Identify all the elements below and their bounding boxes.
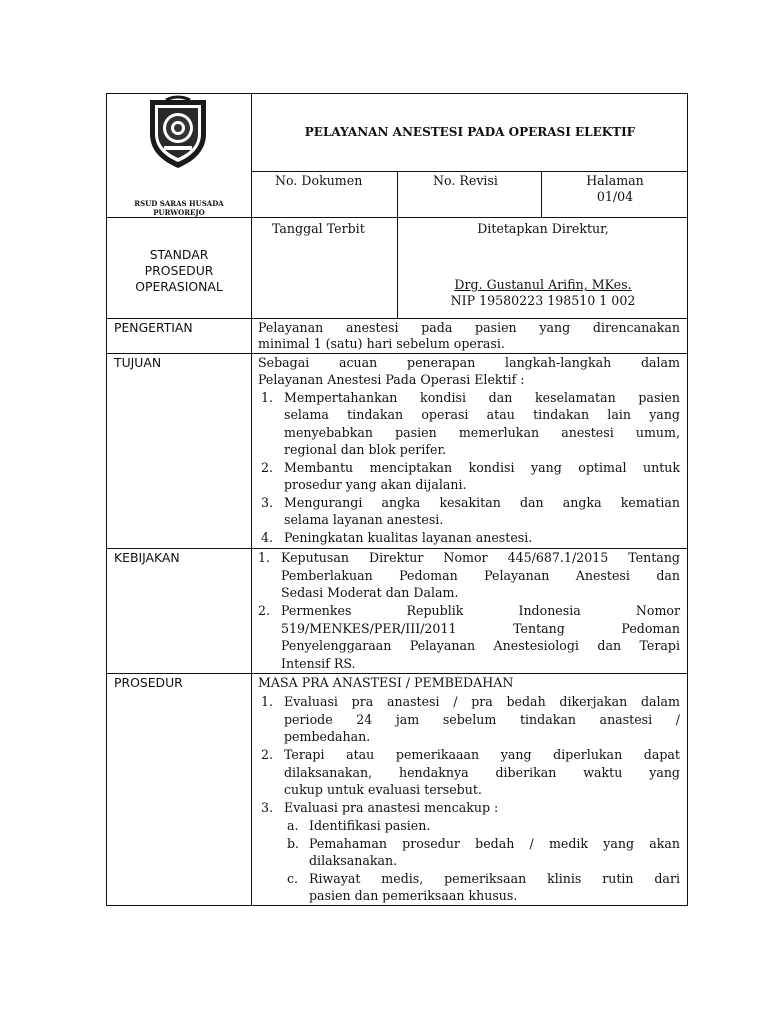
prosedur-subitem-c-line-2: pasien dan pemeriksaan khusus. xyxy=(309,888,518,903)
prosedur-item-2-line-2: dilaksanakan, hendaknya diberikan waktu yang xyxy=(284,765,680,780)
tujuan-intro-2: Pelayanan Anestesi Pada Operasi Elektif : xyxy=(258,372,525,387)
no-dokumen-label: No. Dokumen xyxy=(275,173,363,188)
kebijakan-item-1-line-1: Keputusan Direktur Nomor 445/687.1/2015 Tentang xyxy=(281,550,680,565)
pengertian-label: PENGERTIAN xyxy=(114,320,193,335)
prosedur-item-1-line-1: Evaluasi pra anastesi / pra bedah dikerjakan dalam xyxy=(284,694,680,709)
tujuan-item-1-line-2: selama tindakan operasi atau tindakan lain yang xyxy=(284,407,680,422)
prosedur-item-3-num: 3. xyxy=(261,800,274,815)
tujuan-item-1-line-4: regional dan blok perifer. xyxy=(284,442,447,457)
tujuan-label: TUJUAN xyxy=(114,355,162,370)
kebijakan-item-1-line-2: Pemberlakuan Pedoman Pelayanan Anestesi dan xyxy=(281,568,680,583)
no-revisi-label: No. Revisi xyxy=(433,173,498,188)
prosedur-subitem-c-letter: c. xyxy=(287,871,299,886)
prosedur-item-1-line-3: pembedahan. xyxy=(284,729,371,744)
kebijakan-item-1-num: 1. xyxy=(258,550,271,565)
hospital-city: PURWOREJO xyxy=(153,208,205,217)
ditetapkan-label: Ditetapkan Direktur, xyxy=(477,221,609,236)
tujuan-item-2-line-2: prosedur yang akan dijalani. xyxy=(284,477,467,492)
halaman-value: 01/04 xyxy=(596,189,634,204)
prosedur-item-2-line-1: Terapi atau pemerikaaan yang diperlukan dapat xyxy=(284,747,680,762)
tujuan-item-2-line-1: Membantu menciptakan kondisi yang optimal untuk xyxy=(284,460,680,475)
prosedur-item-3-line-1: Evaluasi pra anastesi mencakup : xyxy=(284,800,499,815)
prosedur-item-2-num: 2. xyxy=(261,747,274,762)
prosedur-subitem-c-line-1: Riwayat medis, pemeriksaan klinis rutin dari xyxy=(309,871,680,886)
prosedur-subitem-a-letter: a. xyxy=(287,818,299,833)
kebijakan-item-2-line-2: 519/MENKES/PER/III/2011 Tentang Pedoman xyxy=(281,621,680,636)
pengertian-line-1: Pelayanan anestesi pada pasien yang direncanakan xyxy=(258,320,680,335)
tujuan-item-1-line-3: menyebabkan pasien memerlukan anestesi umum, xyxy=(284,425,680,440)
hospital-emblem-logo xyxy=(144,94,212,170)
kebijakan-item-2-line-4: Intensif RS. xyxy=(281,656,356,671)
tujuan-intro-1: Sebagai acuan penerapan langkah-langkah dalam xyxy=(258,355,680,370)
column-divider xyxy=(251,93,252,906)
tujuan-item-3-line-1: Mengurangi angka kesakitan dan angka kematian xyxy=(284,495,680,510)
table-border-right xyxy=(687,93,688,906)
director-nip: NIP 19580223 198510 1 002 xyxy=(450,293,636,308)
sop-label-line2: PROSEDUR xyxy=(144,263,214,278)
kebijakan-label: KEBIJAKAN xyxy=(114,550,180,565)
sop-label-line3: OPERASIONAL xyxy=(135,279,223,294)
document-title: PELAYANAN ANESTESI PADA OPERASI ELEKTIF xyxy=(304,125,636,139)
prosedur-subitem-b-line-2: dilaksanakan. xyxy=(309,853,398,868)
sop-label-line1: STANDAR xyxy=(149,247,209,262)
header-col-divider-a xyxy=(397,171,398,218)
prosedur-item-2-line-3: cukup untuk evaluasi tersebut. xyxy=(284,782,482,797)
prosedur-subitem-b-letter: b. xyxy=(287,836,300,851)
tujuan-item-4-num: 4. xyxy=(261,530,274,545)
prosedur-item-1-line-2: periode 24 jam sebelum tindakan anastesi / xyxy=(284,712,680,727)
table-border-left xyxy=(106,93,107,906)
kebijakan-item-2-line-3: Penyelenggaraan Pelayanan Anestesiologi dan Terapi xyxy=(281,638,680,653)
tujuan-item-3-line-2: selama layanan anestesi. xyxy=(284,512,444,527)
kebijakan-item-2-num: 2. xyxy=(258,603,271,618)
tujuan-item-1-num: 1. xyxy=(261,390,274,405)
kebijakan-item-1-line-3: Sedasi Moderat dan Dalam. xyxy=(281,585,459,600)
halaman-label: Halaman xyxy=(586,173,644,188)
prosedur-label: PROSEDUR xyxy=(114,675,183,690)
prosedur-heading: MASA PRA ANASTESI / PEMBEDAHAN xyxy=(258,675,514,690)
kebijakan-item-2-line-1: Permenkes Republik Indonesia Nomor xyxy=(281,603,680,618)
tujuan-item-2-num: 2. xyxy=(261,460,274,475)
table-border-bottom xyxy=(106,905,688,906)
tujuan-item-3-num: 3. xyxy=(261,495,274,510)
tanggal-terbit-label: Tanggal Terbit xyxy=(272,221,365,236)
pengertian-line-2: minimal 1 (satu) hari sebelum operasi. xyxy=(258,336,505,351)
prosedur-subitem-b-line-1: Pemahaman prosedur bedah / medik yang akan xyxy=(309,836,680,851)
tujuan-item-1-line-1: Mempertahankan kondisi dan keselamatan pasien xyxy=(284,390,680,405)
director-name: Drg. Gustanul Arifin, MKes. xyxy=(454,277,632,292)
prosedur-item-1-num: 1. xyxy=(261,694,274,709)
hospital-name: RSUD SARAS HUSADA xyxy=(134,199,224,208)
tujuan-item-4-line-1: Peningkatan kualitas layanan anestesi. xyxy=(284,530,533,545)
prosedur-subitem-a-line-1: Identifikasi pasien. xyxy=(309,818,431,833)
